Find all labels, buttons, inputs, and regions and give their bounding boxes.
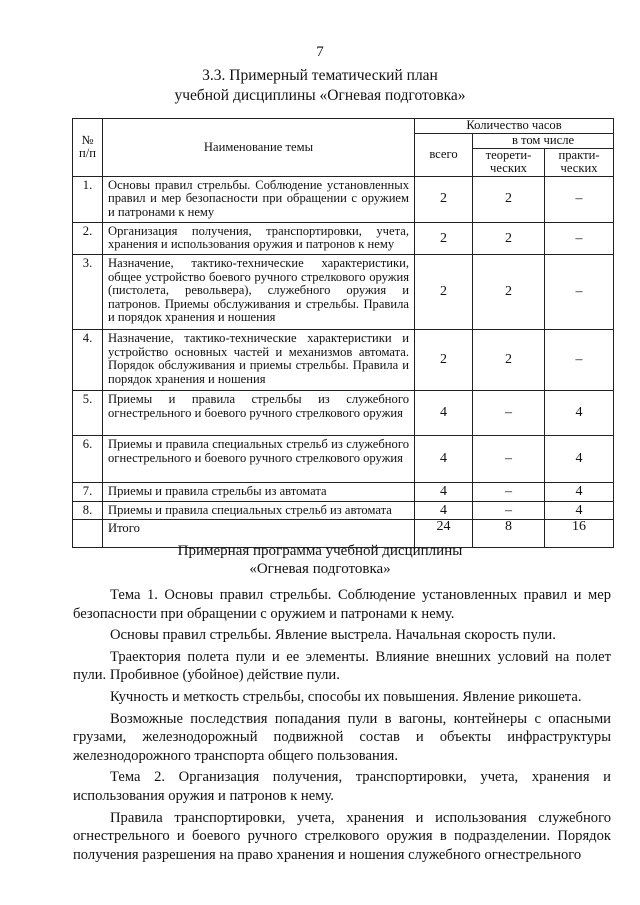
row-num: 8. (73, 501, 103, 520)
row-topic: Основы правил стрельбы. Соблюдение установленных правил и мер безопасности при обращении с оружием и патронами к нему (103, 176, 415, 222)
row-theory: 2 (473, 254, 545, 329)
program-title (0, 542, 640, 578)
plan-title-line-2: учебной дисциплины «Огневая подготовка» (174, 87, 466, 104)
row-topic: Назначение, тактико-технические характеристики, общее устройство боевого ручного стрелкового оружия (пистолета, револьвера), служебного оружия и патронов. Приемы обслуживания и стрельбы. Правила и порядок хранения и ношения (103, 254, 415, 329)
row-topic: Приемы и правила стрельбы из автомата (103, 482, 415, 501)
total-practice: 16 (545, 520, 614, 548)
row-num: 7. (73, 482, 103, 501)
table-row (73, 482, 614, 501)
table-row (73, 390, 614, 435)
header-practice: практи-ческих (545, 148, 614, 176)
header-total: всего (415, 134, 473, 177)
row-theory: 2 (473, 222, 545, 254)
program-title-line-2: «Огневая подготовка» (249, 561, 391, 577)
table-row (73, 176, 614, 222)
row-practice: – (545, 329, 614, 390)
row-theory: – (473, 501, 545, 520)
row-total: 2 (415, 222, 473, 254)
row-total: 2 (415, 254, 473, 329)
paragraph: Основы правил стрельбы. Явление выстрела. Начальная скорость пули. (110, 627, 556, 644)
header-including: в том числе (473, 134, 614, 149)
thematic-plan-table (72, 118, 614, 548)
paragraph: Траектория полета пули и ее элементы. Влияние внешних условий на полет пули. Пробивное (убойное) действие пули. (73, 648, 611, 684)
row-num: 5. (73, 390, 103, 435)
paragraph: Правила транспортировки, учета, хранения и использования служебного огнестрельного и боевого ручного стрелкового оружия в подразделении. Порядок получения разрешения на право хранения и ношения служебного огнестрельного (73, 809, 611, 863)
row-total: 4 (415, 390, 473, 435)
total-hours: 24 (415, 520, 473, 548)
row-total: 4 (415, 435, 473, 482)
row-practice: – (545, 254, 614, 329)
paragraph: Тема 2. Организация получения, транспортировки, учета, хранения и использования оружия и патронов к нему. (73, 769, 611, 804)
table-row (73, 222, 614, 254)
row-theory: – (473, 482, 545, 501)
row-total: 2 (415, 329, 473, 390)
row-theory: – (473, 390, 545, 435)
program-body (73, 586, 611, 867)
row-practice: 4 (545, 501, 614, 520)
row-theory: 2 (473, 176, 545, 222)
row-theory: – (473, 435, 545, 482)
table-row (73, 501, 614, 520)
header-name: Наименование темы (103, 119, 415, 177)
row-practice: 4 (545, 390, 614, 435)
row-practice: – (545, 176, 614, 222)
row-num: 6. (73, 435, 103, 482)
row-total: 4 (415, 482, 473, 501)
row-num: 1. (73, 176, 103, 222)
header-num: № п/п (73, 119, 103, 177)
table-row (73, 435, 614, 482)
row-practice: – (545, 222, 614, 254)
program-title-line-1: Примерная программа учебной дисциплины (177, 543, 463, 559)
row-practice: 4 (545, 482, 614, 501)
header-hours: Количество часов (415, 119, 614, 134)
row-theory: 2 (473, 329, 545, 390)
plan-title (0, 66, 640, 106)
table-row (73, 329, 614, 390)
row-num: 4. (73, 329, 103, 390)
row-topic: Организация получения, транспортировки, учета, хранения и использования оружия и патронов к нему (103, 222, 415, 254)
paragraph: Возможные последствия попадания пули в вагоны, контейнеры с опасными грузами, железнодорожный подвижной состав и объекты инфраструктуры железнодорожного транспорта общего пользования. (73, 710, 611, 764)
total-theory: 8 (473, 520, 545, 548)
row-topic: Приемы и правила специальных стрельб из служебного огнестрельного и боевого ручного стрелкового оружия (103, 435, 415, 482)
row-num: 3. (73, 254, 103, 329)
header-theory: теорети-ческих (473, 148, 545, 176)
plan-title-line-1: 3.3. Примерный тематический план (202, 67, 438, 84)
paragraph: Кучность и меткость стрельбы, способы их повышения. Явление рикошета. (110, 688, 582, 705)
row-total: 4 (415, 501, 473, 520)
row-topic: Назначение, тактико-технические характеристики и устройство основных частей и механизмов автомата. Порядок обслуживания и приемы стрельбы. Правила и порядок хранения и ношения (103, 329, 415, 390)
row-practice: 4 (545, 435, 614, 482)
total-label: Итого (103, 520, 415, 548)
paragraph: Тема 1. Основы правил стрельбы. Соблюдение установленных правил и мер безопасности при обращении с оружием и патронами к нему. (73, 587, 611, 622)
table-row (73, 254, 614, 329)
page-number: 7 (316, 44, 324, 60)
row-topic: Приемы и правила стрельбы из служебного огнестрельного и боевого ручного стрелкового оружия (103, 390, 415, 435)
row-total: 2 (415, 176, 473, 222)
row-topic: Приемы и правила специальных стрельб из автомата (103, 501, 415, 520)
row-num: 2. (73, 222, 103, 254)
